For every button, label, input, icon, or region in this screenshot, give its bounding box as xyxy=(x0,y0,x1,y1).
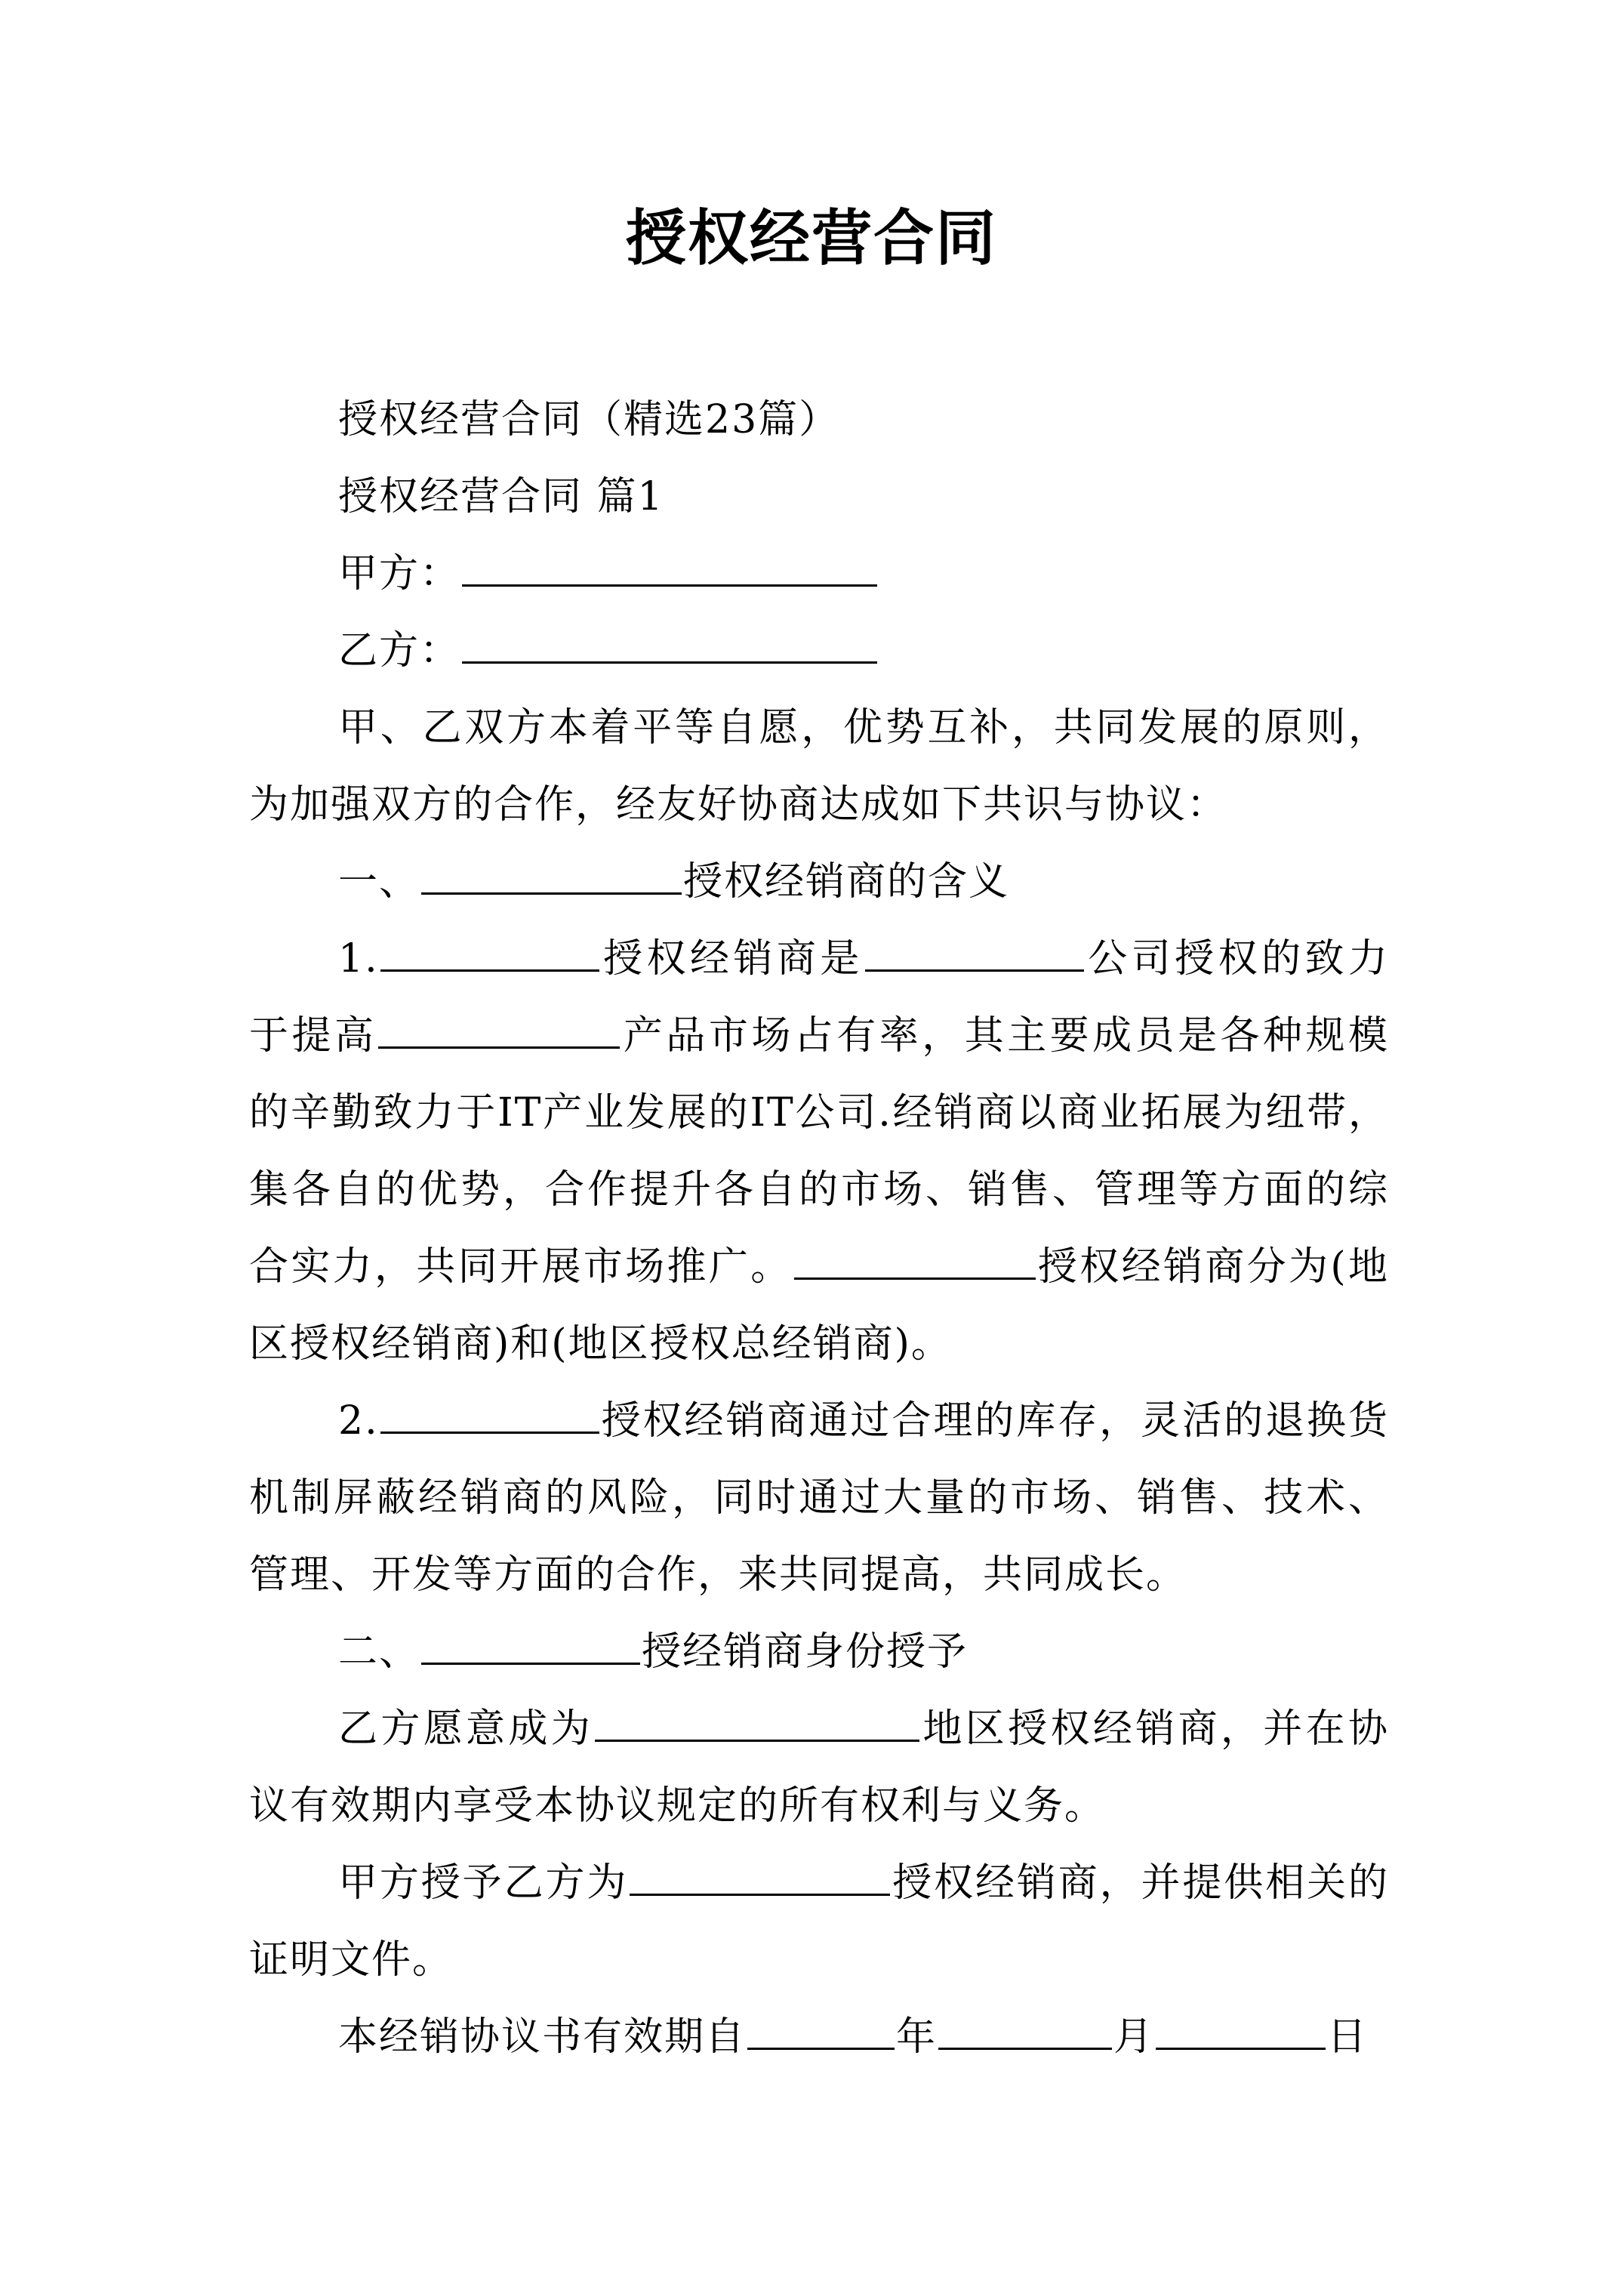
term-year-label: 年 xyxy=(896,2014,938,2060)
party-b-line xyxy=(249,612,1389,689)
item-1-blank-1 xyxy=(380,926,599,972)
section-1-heading xyxy=(249,843,1389,920)
subtitle-line xyxy=(249,381,1389,458)
item-1-text-2: 公司授权的致力于提高 xyxy=(249,936,1389,1059)
subtitle-text: 授权经营合同（精选23篇） xyxy=(338,397,840,442)
item-1-blank-2 xyxy=(865,926,1084,972)
party-b-willing-text-1: 乙方愿意成为 xyxy=(338,1706,594,1752)
party-a-grant-text-1: 甲方授予乙方为 xyxy=(338,1860,629,1906)
term-day-blank xyxy=(1156,2004,1326,2050)
party-a-grant-paragraph xyxy=(249,1845,1389,1999)
term-month-label: 月 xyxy=(1113,2014,1155,2060)
item-2-text: 授权经销商通过合理的库存，灵活的退换货机制屏蔽经销商的风险，同时通过大量的市场、销售、技术、管理、开发等方面的合作，来共同提高，共同成长。 xyxy=(249,1398,1389,1598)
item-2-blank xyxy=(380,1388,599,1434)
item-2-paragraph xyxy=(249,1382,1389,1613)
party-a-blank xyxy=(462,541,877,587)
section-2-blank xyxy=(421,1619,640,1665)
party-a-line xyxy=(249,535,1389,612)
section-2-number: 二、 xyxy=(338,1629,420,1675)
section-2-heading xyxy=(249,1613,1389,1690)
party-b-blank xyxy=(462,618,877,664)
party-b-label: 乙方： xyxy=(338,628,461,673)
term-month-blank xyxy=(938,2004,1112,2050)
section-1-title: 授权经销商的含义 xyxy=(683,859,1010,905)
section-1-number: 一、 xyxy=(338,859,420,905)
party-a-grant-blank xyxy=(630,1850,890,1896)
term-paragraph xyxy=(249,1999,1389,2076)
intro-paragraph xyxy=(249,689,1389,843)
party-a-grant-text-2: 授权经销商，并提供相关的证明文件。 xyxy=(249,1860,1389,1983)
item-1-number: 1. xyxy=(338,936,379,982)
document-body xyxy=(249,381,1389,2076)
party-a-label: 甲方： xyxy=(338,551,461,596)
item-1-paragraph xyxy=(249,920,1389,1382)
item-1-text-4: 授权经销商分为(地区授权经销商)和(地区授权总经销商)。 xyxy=(249,1244,1389,1367)
item-1-blank-4 xyxy=(794,1234,1036,1280)
item-2-number: 2. xyxy=(338,1398,379,1444)
section-2-title: 授经销商身份授予 xyxy=(642,1629,969,1675)
chapter-heading-text: 授权经营合同 篇1 xyxy=(338,474,664,519)
document-title: 授权经营合同 xyxy=(626,202,997,273)
intro-text: 甲、乙双方本着平等自愿，优势互补，共同发展的原则，为加强双方的合作，经友好协商达成如下共识与协议： xyxy=(249,705,1389,827)
chapter-heading xyxy=(249,458,1389,535)
item-1-blank-3 xyxy=(378,1003,620,1049)
term-text: 本经销协议书有效期自 xyxy=(338,2014,747,2060)
party-b-willing-paragraph xyxy=(249,1690,1389,1845)
term-year-blank xyxy=(747,2004,895,2050)
item-1-text-1: 授权经销商是 xyxy=(600,936,864,982)
section-1-blank xyxy=(421,849,682,895)
party-b-region-blank xyxy=(595,1696,919,1742)
party-b-willing-text-2: 地区授权经销商，并在协议有效期内享受本协议规定的所有权利与义务。 xyxy=(249,1706,1389,1829)
term-day-label: 日 xyxy=(1327,2014,1369,2060)
item-1-text-3: 产品市场占有率，其主要成员是各种规模的辛勤致力于IT产业发展的IT公司.经销商以商业拓展为纽带，集各自的优势，合作提升各自的市场、销售、管理等方面的综合实力，共同开展市场推广。 xyxy=(249,1013,1389,1290)
